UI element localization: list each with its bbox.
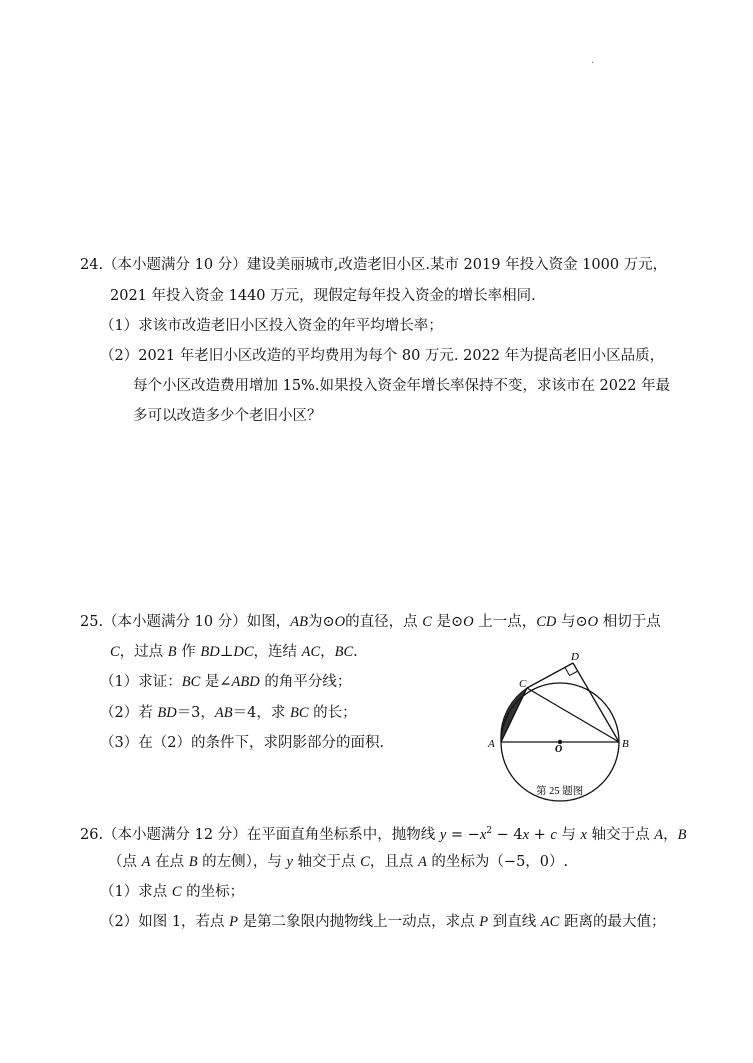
q25-figure xyxy=(480,640,650,805)
q26-part-1: （1）求点 C 的坐标； xyxy=(100,884,245,900)
header-mark: · xyxy=(591,58,595,69)
q24-part-2-line-2: 每个小区改造费用增加 15%.如果投入资金年增长率保持不变，求该市在 2022 年最 xyxy=(133,378,671,394)
label-d: D xyxy=(571,651,579,663)
segment-bc xyxy=(527,688,619,742)
label-o: O xyxy=(555,744,563,755)
q26-line-1: 26.（本小题满分 12 分）在平面直角坐标系中，抛物线 $y = -x^2 - 4x + c$ 与 x 轴交于点 A，B xyxy=(80,826,687,843)
q25-part-3: （3）在（2）的条件下，求阴影部分的面积. xyxy=(100,735,385,751)
segment-bd xyxy=(573,663,619,742)
q24-part-1: （1）求该市改造老旧小区投入资金的年平均增长率； xyxy=(100,318,443,334)
q26-line-2: （点 A 在点 B 的左侧），与 y 轴交于点 C，且点 A 的坐标为（−5，0）. xyxy=(108,854,569,870)
q24-line-1: 24.（本小题满分 10 分）建设美丽城市,改造老旧小区.某市 2019 年投入资金 1000 万元， xyxy=(80,257,668,273)
q25-line-2: C，过点 B 作 BD⊥DC，连结 AC，BC. xyxy=(110,644,358,660)
q24-part-2-line-1: （2）2021 年老旧小区改造的平均费用为每个 80 万元. 2022 年为提高老旧小区品质， xyxy=(100,348,665,364)
q25-part-1: （1）求证：BC 是∠ABD 的角平分线； xyxy=(100,674,352,690)
q24-line-2: 2021 年投入资金 1440 万元，现假定每年投入资金的增长率相同. xyxy=(110,288,536,304)
q24-part-2-line-3: 多可以改造多少个老旧小区？ xyxy=(133,408,322,424)
figure-caption: 第 25 题图 xyxy=(536,786,584,797)
label-c: C xyxy=(519,678,527,690)
q26-part-2: （2）如图 1，若点 P 是第二象限内抛物线上一动点，求点 P 到直线 AC 距离的最大值； xyxy=(100,914,666,930)
label-a: A xyxy=(488,738,495,750)
label-b: B xyxy=(622,738,629,750)
q25-part-2: （2）若 BD＝3，AB＝4，求 BC 的长； xyxy=(100,705,357,721)
q25-line-1: 25.（本小题满分 10 分）如图，AB为⊙O的直径，点 C 是⊙O 上一点，CD 与⊙O 相切于点 xyxy=(80,614,661,630)
